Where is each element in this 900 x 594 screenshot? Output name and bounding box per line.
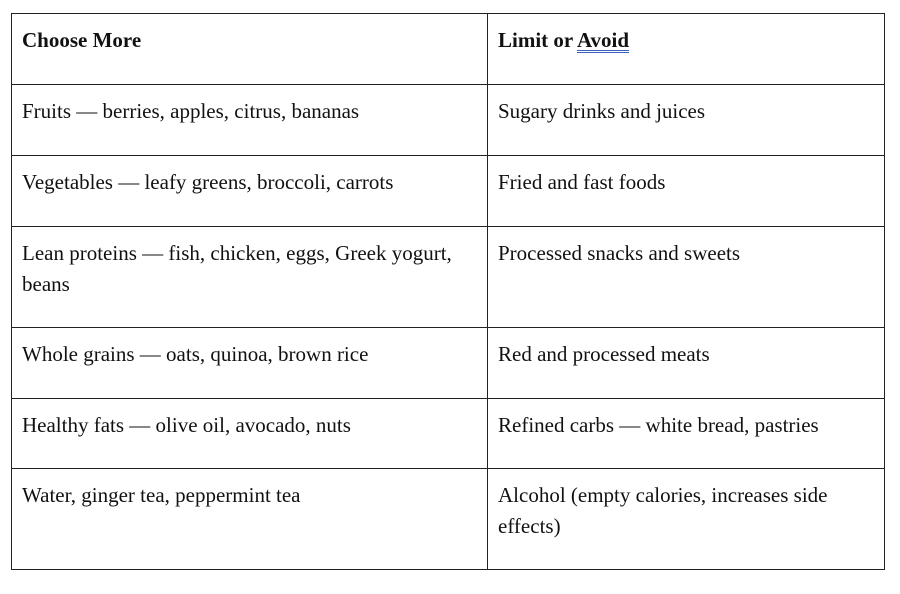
table-row bbox=[12, 469, 885, 570]
table-cell-choose[interactable]: Healthy fats — olive oil, avocado, nuts bbox=[12, 399, 488, 469]
table-cell-limit[interactable]: Refined carbs — white bread, pastries bbox=[488, 399, 885, 469]
table-cell-choose[interactable]: Fruits — berries, apples, citrus, bananas bbox=[12, 85, 488, 156]
header-limit-or-text: Limit or bbox=[498, 28, 577, 52]
table-row bbox=[12, 85, 885, 156]
table-cell-limit[interactable]: Processed snacks and sweets bbox=[488, 227, 885, 328]
header-avoid-flagged-word[interactable]: Avoid bbox=[576, 28, 630, 52]
table-cell-choose[interactable]: Lean proteins — fish, chicken, eggs, Greek yogurt, beans bbox=[12, 227, 488, 328]
table-header-row bbox=[12, 14, 885, 85]
table-cell-limit[interactable]: Sugary drinks and juices bbox=[488, 85, 885, 156]
table-row bbox=[12, 227, 885, 328]
table-row bbox=[12, 328, 885, 399]
table-cell-choose[interactable]: Whole grains — oats, quinoa, brown rice bbox=[12, 328, 488, 399]
header-limit-or-avoid[interactable] bbox=[488, 14, 885, 85]
table-cell-limit[interactable]: Fried and fast foods bbox=[488, 156, 885, 227]
table-cell-choose[interactable]: Vegetables — leafy greens, broccoli, carrots bbox=[12, 156, 488, 227]
table-row bbox=[12, 156, 885, 227]
table-cell-choose[interactable]: Water, ginger tea, peppermint tea bbox=[12, 469, 488, 570]
diet-comparison-table bbox=[11, 13, 885, 570]
table-cell-limit[interactable]: Alcohol (empty calories, increases side effects) bbox=[488, 469, 885, 570]
table-row bbox=[12, 399, 885, 469]
header-choose-more[interactable]: Choose More bbox=[12, 14, 488, 85]
table-cell-limit[interactable]: Red and processed meats bbox=[488, 328, 885, 399]
